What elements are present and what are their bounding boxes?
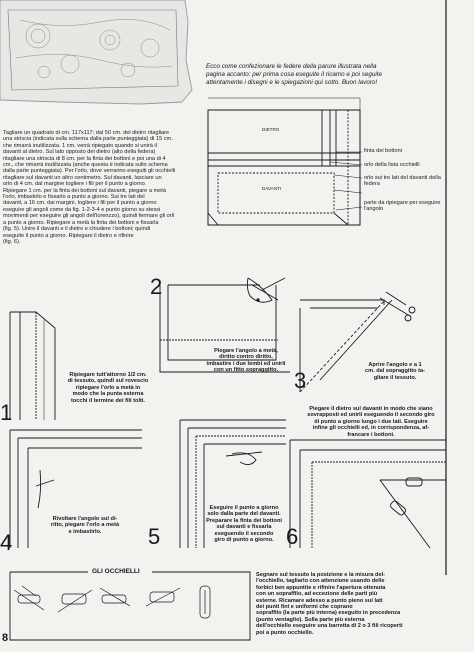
caption-line: Piegare il dietro sul davanti in modo che siano <box>309 406 433 412</box>
instruction-line: ritagliare una striscia di 8 cm. per la finta dei bottoni e poi una di 4 <box>3 155 166 162</box>
label-finta-bottoni: finta dei bottoni <box>364 148 402 154</box>
instruction-line: l'orlo, imbastirlo e fissarlo a punto a giorno. Sui tre lati del <box>3 194 145 201</box>
caption-line: cm. dal sopraggitto ta- <box>365 368 425 375</box>
figure-6 <box>290 440 446 548</box>
step-number-3: 3 <box>294 368 307 393</box>
page-number: 8 <box>2 632 9 644</box>
figure-1 <box>10 312 55 420</box>
occhielli-line: Segnare sul tessuto la posizione e la misura del- <box>256 572 386 578</box>
caption-step-1 <box>58 372 158 404</box>
pillow-photo <box>0 0 192 104</box>
caption-line: sovrapposti ed unirli eseguendo il secondo giro <box>307 412 435 419</box>
instruction-line: davanti, a 16 cm. dai margini, togliere i fili per il punto a giorno <box>3 200 157 207</box>
caption-line: e imbastirlo. <box>68 528 102 535</box>
instruction-line: eseguite il punto a giorno. Ripiegare il dietro e rifinire <box>3 232 134 239</box>
occhielli-line: con un sopraffilo, ad eccezione delle parti più <box>256 591 378 598</box>
instruction-line: ritagliare sul davanti un altro centimetro. Sul davanti, lasciare un <box>3 174 162 181</box>
caption-line: Eseguire il punto a giorno <box>209 505 279 511</box>
step-number-5: 5 <box>148 524 161 549</box>
instruction-line: (fig. 6). <box>3 238 21 245</box>
caption-line: francare i bottoni. <box>347 431 395 438</box>
intro-line: Ecco come confezionare le federe della parure illustrata nella <box>206 63 377 70</box>
occhielli-line: sopraffilo (la parte più interna) eseguito in precedenza <box>256 610 401 617</box>
label-orlo-occhielli: orlo della lista occhielli <box>364 162 420 168</box>
intro-line: attentamente i disegni e le spiegazioni qui sotto. Buon lavoro! <box>206 78 378 86</box>
occhielli-line: esterne. Ricamare adesso a punto pieno sui lati <box>256 597 383 604</box>
instructions-paragraph <box>3 130 203 245</box>
occhielli-line: dei punti fini e uniformi che coprano <box>256 604 353 611</box>
caption-step-6 <box>300 406 442 438</box>
intro-line: pagina accanto: per prima cosa eseguite il ricamo e poi seguite <box>206 70 383 78</box>
instruction-line: Ripiegare 1 cm. per la finta dei bottoni sul davanti, piegare a metà <box>3 187 166 194</box>
caption-line: ritto, piegare l'orlo a metà <box>50 522 120 529</box>
occhielli-line: dell'occhiello eseguire una barretta di 2 o 3 fili ricoperti <box>256 623 403 630</box>
caption-step-2 <box>196 348 296 374</box>
caption-line: Piegare l'angolo a metà, <box>214 348 278 354</box>
caption-line: gliare il tessuto. <box>373 374 417 381</box>
caption-line: tocchi il termine dei fili tolti. <box>71 397 145 404</box>
label-orlo-tre-lati: orlo sui tre lati del davanti della federa <box>364 175 441 188</box>
instruction-line: cm., che rimarrà inutilizzata (anche questa è indicata sullo schema <box>3 162 168 169</box>
occhielli-line: poi a punto occhiello. <box>256 629 314 636</box>
instruction-line: a punto a giorno. Ripiegare a metà la finta dei bottoni e fissarla <box>3 219 159 226</box>
caption-line: eseguendo il secondo <box>214 530 274 537</box>
instruction-line: (fig. 5). Unire il davanti e il dietro e chiudere i bottoni; quindi <box>3 226 151 233</box>
caption-line: imbastire i due lembi ed unirli <box>206 360 286 367</box>
caption-step-5 <box>196 505 292 543</box>
instruction-line: dalla parte punteggiata). Per l'orlo, dove verranno eseguiti gli occhielli <box>3 168 176 175</box>
caption-line: infine gli occhielli ed, in corrispondenza, af- <box>312 425 430 432</box>
label-dietro: DIETRO <box>262 127 280 132</box>
occhielli-line: l'occhiello, tagliarlo con attenzione usando delle <box>256 578 385 585</box>
occhielli-title: GLI OCCHIELLI <box>92 568 140 575</box>
instruction-line: davanti al dietro. Sul lato opposto del dietro (alto della federa) <box>3 149 156 156</box>
caption-step-3 <box>350 362 440 381</box>
label-davanti: DAVANTI <box>262 186 282 191</box>
caption-line: Preparare la finta dei bottoni <box>206 517 282 524</box>
caption-line: di punto a giorno lungo i due lati. Eseguire <box>314 418 428 425</box>
caption-line: diritto contro diritto, <box>219 354 273 361</box>
instruction-line: una striscia (indicata sulla schema dalla parte punteggiata) di 15 cm. <box>3 136 173 143</box>
instruction-line: orlo di 4 cm. dal margine togliere i fili per il punto a giorno. <box>3 181 147 188</box>
occhielli-figures <box>10 572 250 640</box>
occhielli-paragraph <box>256 572 442 636</box>
caption-line: Ripiegare tutt'attorno 1/2 cm. <box>69 372 147 378</box>
instruction-line: movimenti per eseguire gli angoli dell'lorenzzo), quindi fermare gli orli <box>3 213 175 220</box>
caption-line: di tessuto, quindi sul rovescio <box>67 378 149 385</box>
instruction-line: Tagliare un quadrato di cm. 117x117; dal 50 cm. del dietro ritagliare <box>3 130 170 136</box>
caption-line: modo che la punta esterna <box>72 391 144 398</box>
caption-line: Aprire l'angolo e a 1 <box>368 362 422 368</box>
step-number-6: 6 <box>286 524 299 549</box>
label-parte-ripiegare: parte da ripiegare per eseguire l'angolo <box>364 200 441 213</box>
caption-line: con un fitto sopraggitto. <box>213 367 279 374</box>
occhielli-line: forbici ben appuntite e rifinire l'apertura ottenuta <box>256 584 386 591</box>
intro-paragraph <box>206 63 444 86</box>
instruction-line: che rimarrà inutilizzata. 1 cm. verrà ripiegato quando si unirà il <box>3 142 157 149</box>
step-number-2: 2 <box>150 274 163 299</box>
step-number-1: 1 <box>0 400 13 425</box>
cutting-schema <box>208 98 362 225</box>
caption-step-4 <box>40 516 130 535</box>
instruction-line: eseguire gli angoli come da fig. 1-2-3-4 e punto giorno su stessi <box>3 206 161 213</box>
caption-line: solo dalla parte del davanti. <box>207 511 281 518</box>
caption-line: ripiegare l'orlo a metà in <box>75 384 141 391</box>
step-number-4: 4 <box>0 530 13 555</box>
caption-line: Rivoltare l'angolo sul di- <box>52 516 118 522</box>
occhielli-line: (punto ventaglio). Sulla parte più esterna <box>256 616 365 623</box>
caption-line: sul davanti e fissarla <box>216 524 272 531</box>
caption-line: giro di punto a giorno. <box>214 537 274 544</box>
